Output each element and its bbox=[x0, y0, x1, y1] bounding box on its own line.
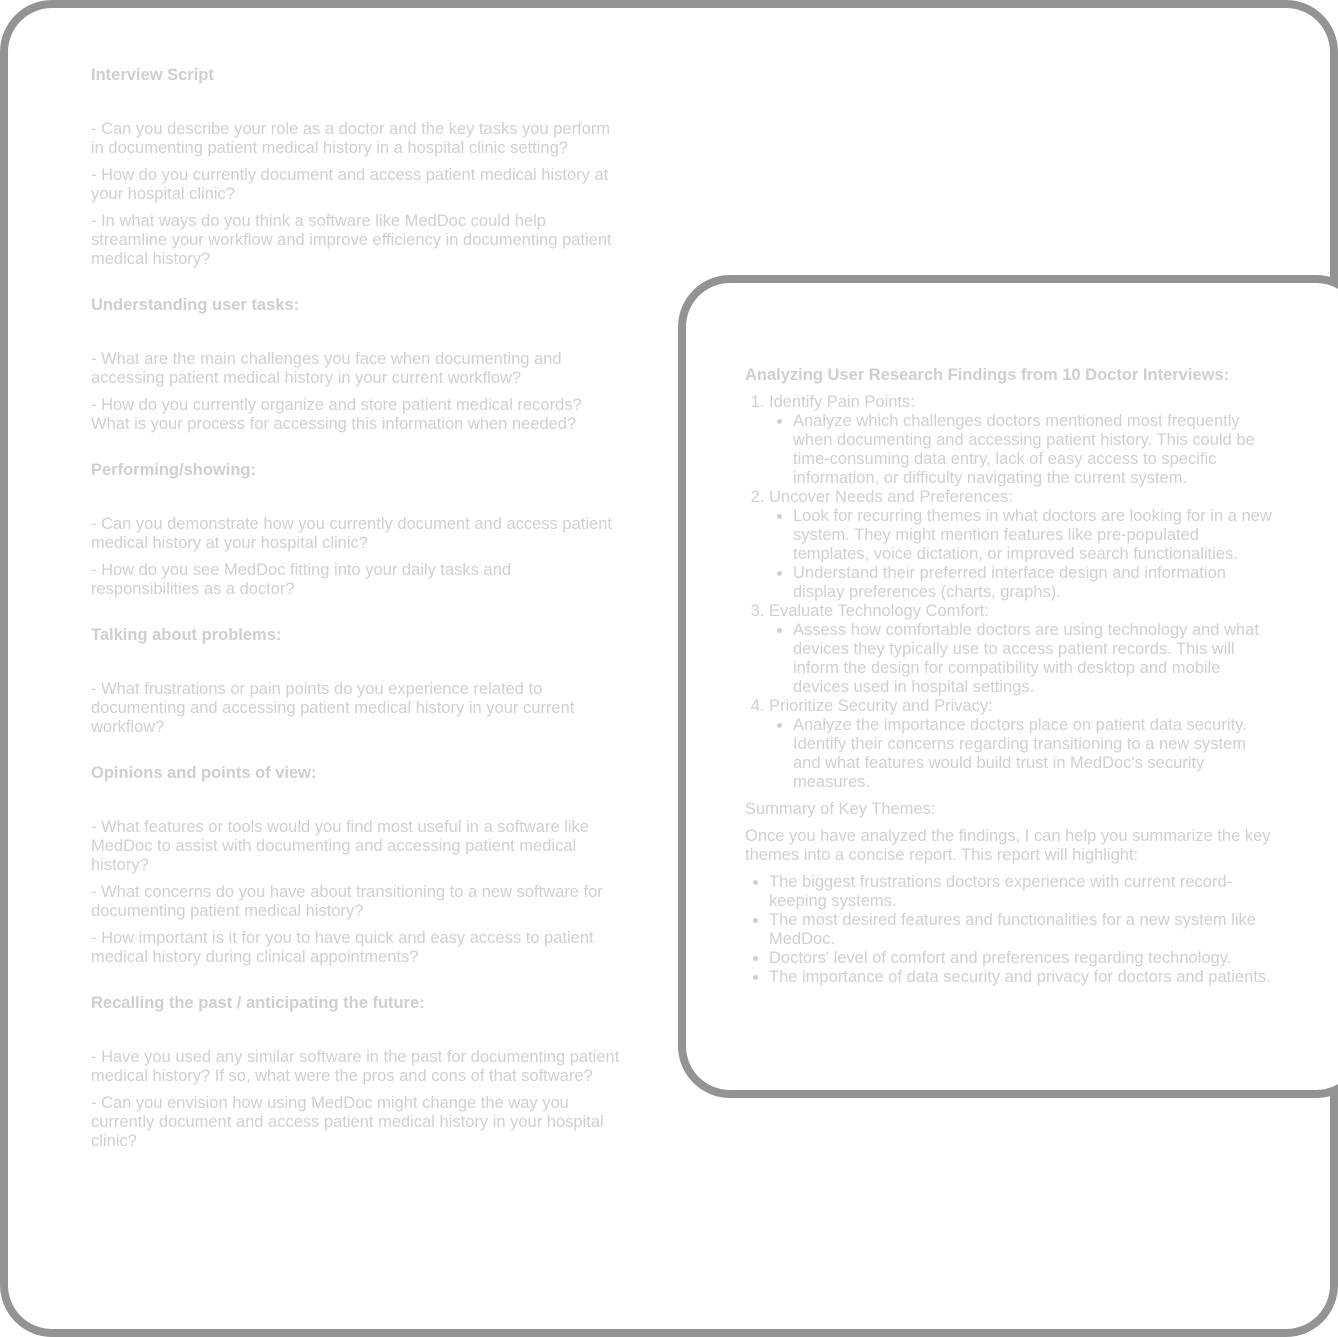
section-question: - How important is it for you to have quick and easy access to patient medical history during clinical appointments? bbox=[91, 929, 594, 966]
section-question: - Can you demonstrate how you currently document and access patient medical history at your hospital clinic? bbox=[91, 515, 612, 552]
step-bullet: • Look for recurring themes in what doctors are looking for in a new system. They might mention features like pre-populated templates, voice dictation, or improved search functionalities. bbox=[793, 507, 1275, 564]
summary-heading: Summary of Key Themes: bbox=[745, 800, 936, 818]
step-label: Prioritize Security and Privacy: bbox=[769, 697, 993, 715]
summary-intro: Once you have analyzed the findings, I can help you summarize the key themes into a concise report. This report will highlight: bbox=[745, 827, 1271, 864]
section-heading-user-tasks: Understanding user tasks: bbox=[91, 296, 300, 314]
highlight-item: • Doctors' level of comfort and preferences regarding technology. bbox=[769, 949, 1275, 968]
summary-highlights bbox=[745, 873, 1275, 987]
section-question: - What features or tools would you find most useful in a software like MedDoc to assist with documenting and accessing patient medical history? bbox=[91, 818, 589, 874]
section-question: - What concerns do you have about transitioning to a new software for documenting patient medical history? bbox=[91, 883, 603, 920]
section-heading-past-future: Recalling the past / anticipating the future: bbox=[91, 994, 425, 1012]
section-question: - What are the main challenges you face when documenting and accessing patient medical history in your current workflow? bbox=[91, 350, 562, 387]
analysis-steps bbox=[745, 393, 1275, 792]
script-title: Interview Script bbox=[91, 66, 214, 84]
step-bullet: • Analyze the importance doctors place on patient data security. Identify their concerns regarding transitioning to a new system and what features would build trust in MedDoc's security measures. bbox=[793, 716, 1275, 792]
step-label: Uncover Needs and Preferences: bbox=[769, 488, 1013, 506]
section-question: - Can you envision how using MedDoc might change the way you currently document and access patient medical history in your hospital clinic? bbox=[91, 1094, 604, 1150]
highlight-item: • The biggest frustrations doctors experience with current record-keeping systems. bbox=[769, 873, 1275, 911]
analysis-content bbox=[745, 366, 1275, 987]
intro-question: - In what ways do you think a software like MedDoc could help streamline your workflow and improve efficiency in documenting patient medical history? bbox=[91, 212, 612, 268]
section-question: - Have you used any similar software in the past for documenting patient medical history? If so, what were the pros and cons of that software? bbox=[91, 1048, 620, 1085]
intro-question: - How do you currently document and access patient medical history at your hospital clinic? bbox=[91, 166, 609, 203]
section-question: - How do you see MedDoc fitting into your daily tasks and responsibilities as a doctor? bbox=[91, 561, 512, 598]
interview-script bbox=[91, 66, 621, 1159]
section-heading-performing: Performing/showing: bbox=[91, 461, 256, 479]
section-heading-opinions: Opinions and points of view: bbox=[91, 764, 317, 782]
step-bullets bbox=[769, 621, 1275, 697]
step-item bbox=[769, 602, 1275, 697]
step-label: Identify Pain Points: bbox=[769, 393, 915, 411]
section-question: - How do you currently organize and store patient medical records? What is your process for accessing this information when needed? bbox=[91, 396, 582, 433]
section-question: - What frustrations or pain points do you experience related to documenting and accessing patient medical history in your current workflow? bbox=[91, 680, 575, 736]
step-bullet: • Analyze which challenges doctors mentioned most frequently when documenting and accessing patient history. This could be time-consuming data entry, lack of easy access to specific information, or difficulty navigating the current system. bbox=[793, 412, 1275, 488]
analysis-title: Analyzing User Research Findings from 10 Doctor Interviews: bbox=[745, 366, 1230, 384]
step-bullets bbox=[769, 716, 1275, 792]
intro-question: - Can you describe your role as a doctor and the key tasks you perform in documenting patient medical history in a hospital clinic setting? bbox=[91, 120, 611, 157]
step-item bbox=[769, 697, 1275, 792]
step-label: Evaluate Technology Comfort: bbox=[769, 602, 989, 620]
section-heading-problems: Talking about problems: bbox=[91, 626, 282, 644]
step-bullets bbox=[769, 507, 1275, 602]
highlight-item: • The most desired features and functionalities for a new system like MedDoc. bbox=[769, 911, 1275, 949]
step-item bbox=[769, 488, 1275, 602]
step-item bbox=[769, 393, 1275, 488]
step-bullets bbox=[769, 412, 1275, 488]
step-bullet: • Understand their preferred interface design and information display preferences (charts, graphs). bbox=[793, 564, 1275, 602]
step-bullet: • Assess how comfortable doctors are using technology and what devices they typically use to access patient records. This will inform the design for compatibility with desktop and mobile devices used in hospital settings. bbox=[793, 621, 1275, 697]
highlight-item: • The importance of data security and privacy for doctors and patients. bbox=[769, 968, 1275, 987]
